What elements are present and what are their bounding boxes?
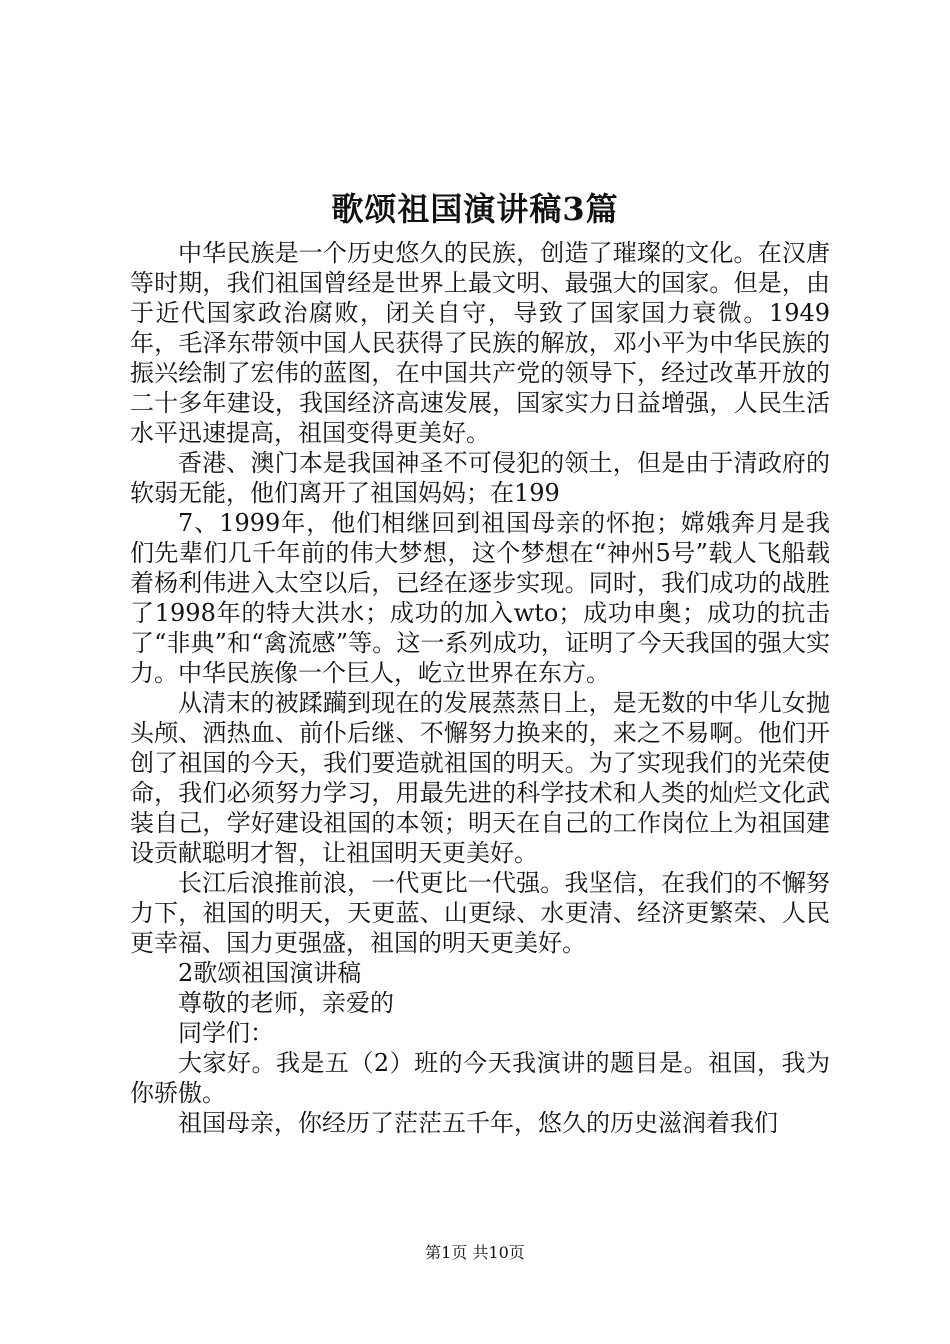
paragraph: 中华民族是一个历史悠久的民族，创造了璀璨的文化。在汉唐等时期，我们祖国曾经是世界上最文明、最强大的国家。但是，由于近代国家政治腐败，闭关自守，导致了国家国力衰微。1949年，毛泽东带领中国人民获得了民族的解放，邓小平为中华民族的振兴绘制了宏伟的蓝图，在中国共产党的领导下，经过改革开放的二十多年建设，我国经济高速发展，国家实力日益增强，人民生活水平迅速提高，祖国变得更美好。 <box>130 239 830 447</box>
page-footer: 第1页 共10页 <box>425 1243 525 1262</box>
paragraph: 7、1999年，他们相继回到祖国母亲的怀抱；嫦娥奔月是我们先辈们几千年前的伟大梦想，这个梦想在“神州5号”载人飞船载着杨利伟进入太空以后，已经在逐步实现。同时，我们成功的战胜了1998年的特大洪水；成功的加入wto；成功申奥；成功的抗击了“非典”和“禽流感”等。这一系列成功，证明了今天我国的强大实力。中华民族像一个巨人，屹立世界在东方。 <box>130 509 830 687</box>
paragraph: 长江后浪推前浪，一代更比一代强。我坚信，在我们的不懈努力下，祖国的明天，天更蓝、山更绿、水更清、经济更繁荣、人民更幸福、国力更强盛，祖国的明天更美好。 <box>130 869 830 957</box>
paragraph: 2歌颂祖国演讲稿 <box>178 959 362 987</box>
paragraph: 同学们： <box>178 1019 274 1047</box>
paragraph: 祖国母亲，你经历了茫茫五千年，悠久的历史滋润着我们 <box>178 1109 778 1137</box>
paragraph: 尊敬的老师，亲爱的 <box>178 989 394 1017</box>
document-title: 歌颂祖国演讲稿3篇 <box>331 190 619 228</box>
document-body <box>130 238 830 1138</box>
paragraph: 香港、澳门本是我国神圣不可侵犯的领土，但是由于清政府的软弱无能，他们离开了祖国妈妈；在199 <box>130 449 830 507</box>
paragraph: 从清末的被蹂躏到现在的发展蒸蒸日上，是无数的中华儿女抛头颅、洒热血、前仆后继、不懈努力换来的，来之不易啊。他们开创了祖国的今天，我们要造就祖国的明天。为了实现我们的光荣使命，我们必须努力学习，用最先进的科学技术和人类的灿烂文化武装自己，学好建设祖国的本领；明天在自己的工作岗位上为祖国建设贡献聪明才智，让祖国明天更美好。 <box>130 689 830 867</box>
paragraph: 大家好。我是五（2）班的今天我演讲的题目是。祖国，我为你骄傲。 <box>130 1049 830 1107</box>
